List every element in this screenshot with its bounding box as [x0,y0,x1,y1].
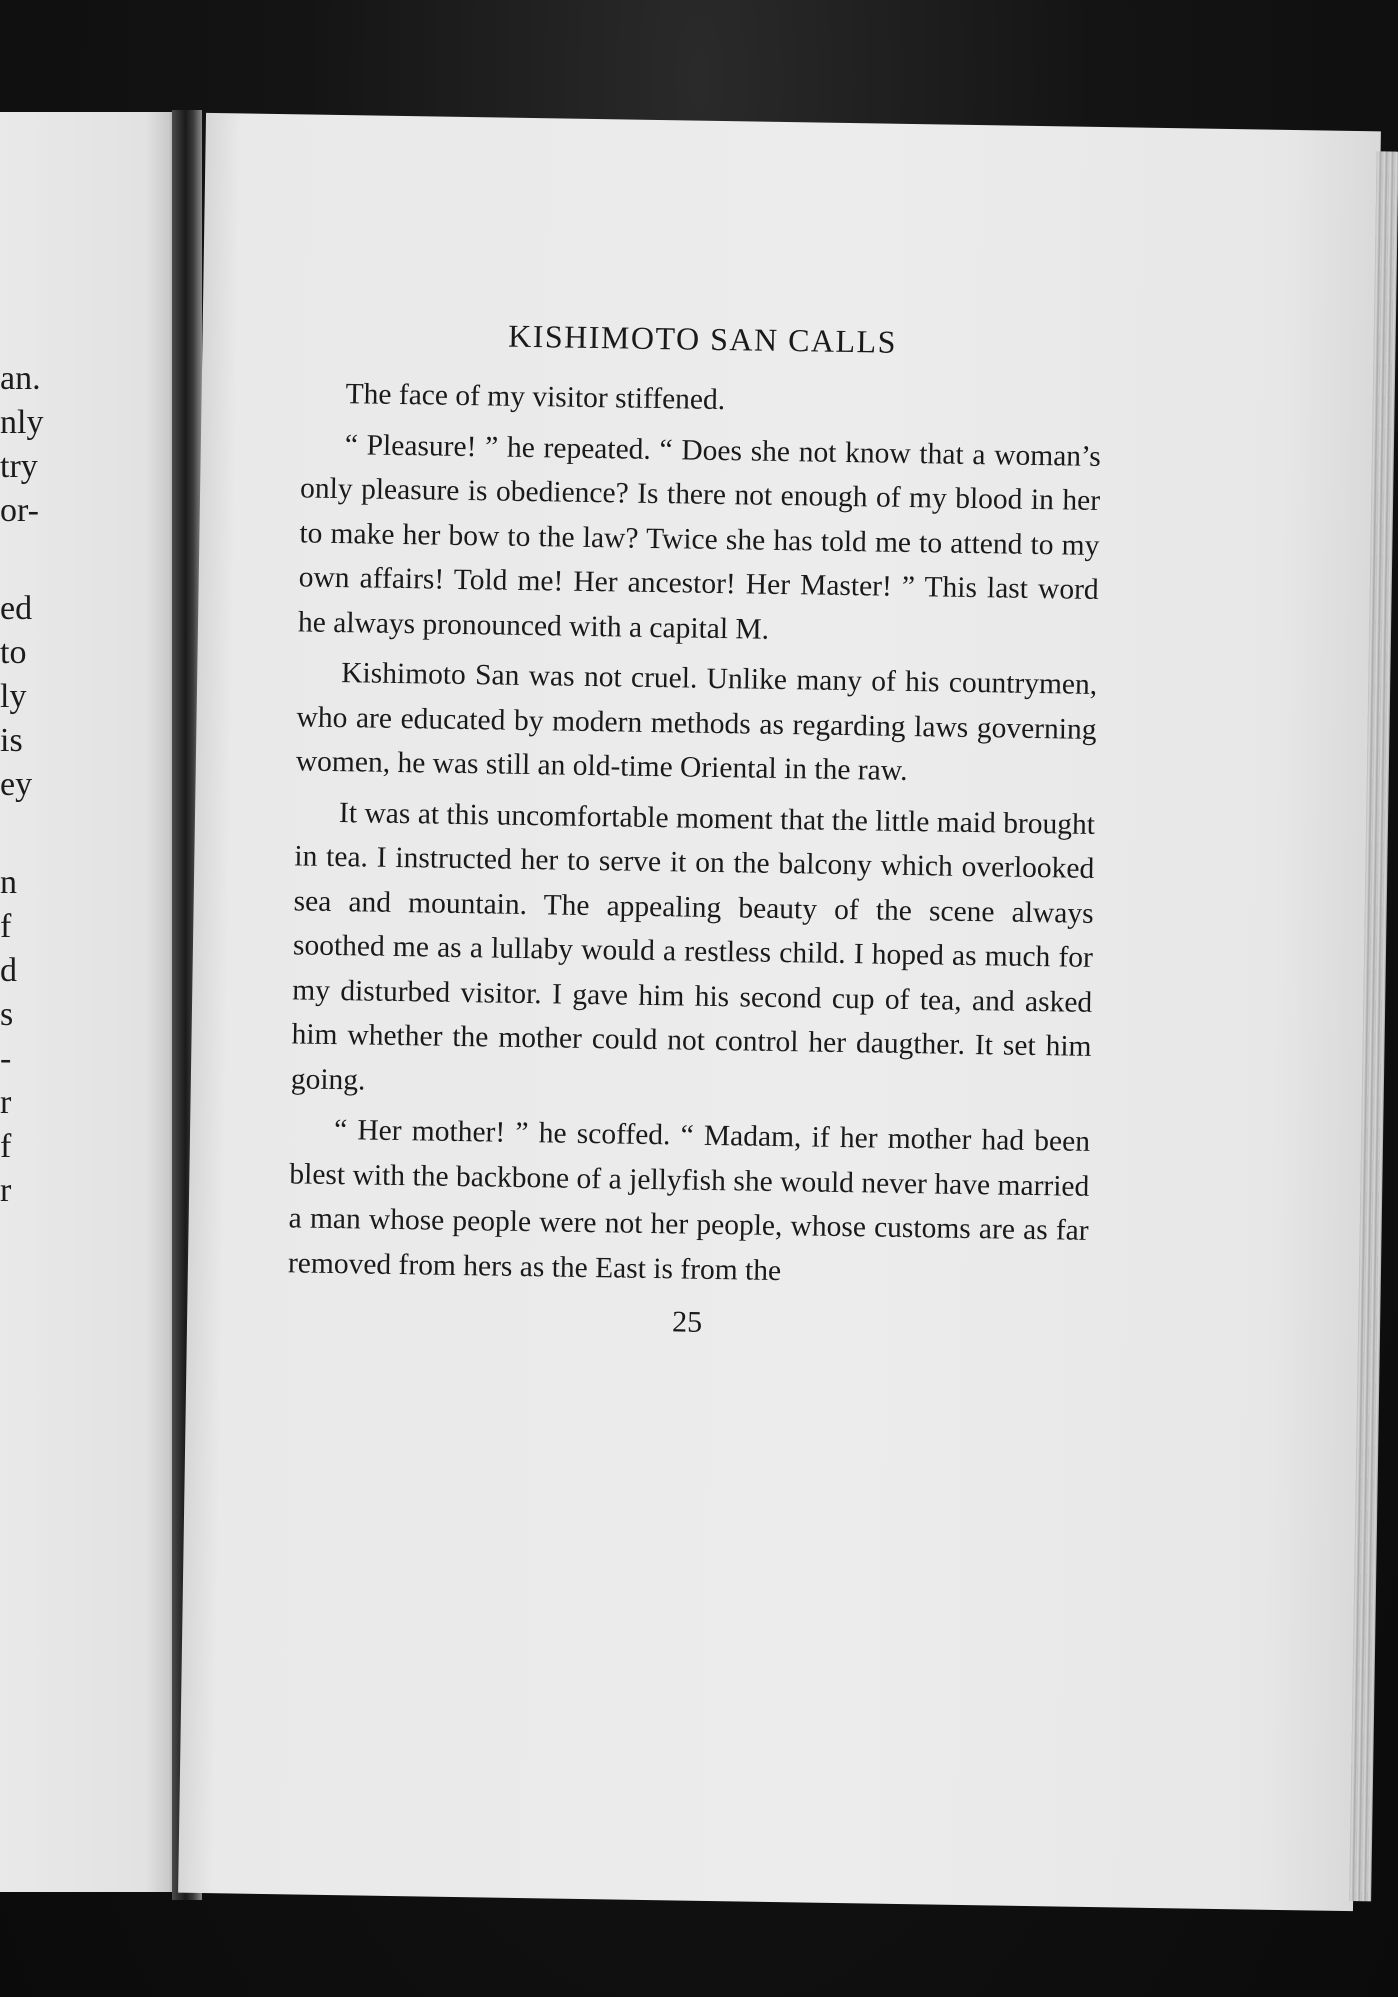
left-fragment: try [0,448,38,485]
left-page-text [0,112,182,1892]
left-fragment: d [0,952,17,989]
left-fragment: r [0,1172,12,1209]
left-fragment: ly [0,678,27,715]
paragraph: The face of my visitor stiffened. [345,378,726,417]
left-fragment: is [0,722,23,759]
left-fragment: or- [0,492,39,529]
left-fragment: to [0,634,27,671]
page-content [287,314,1103,1345]
left-fragment: - [0,1040,12,1077]
left-fragment: n [0,864,17,901]
left-fragment: f [0,1128,12,1165]
page-number: 25 [671,1305,703,1339]
left-fragment: s [0,996,14,1033]
paragraph: It was at this uncomfortable moment that the little maid brought in tea. I instructed her to serve it on the balcony which overlooked sea and mountain. The appealing beauty of the scene always soothed me as a lullaby would a restless child. I hoped as much for my disturbed visitor. I gave him his second cup of tea, and asked him whether the mother could not control her daugther. It set him going. [290,796,1096,1097]
paragraph: Kishimoto San was not cruel. Unlike many of his countrymen, who are educated by modern methods as regarding laws governing women, he was still an old-time Oriental in the raw. [295,657,1098,787]
book-page [178,113,1381,1911]
paragraph: “ Her mother! ” he scoffed. “ Madam, if her mother had been blest with the backbone of a jellyfish she would never have married a man whose people were not her people, whose customs are as far removed from hers as the East is from the [287,1114,1091,1287]
paragraph: “ Pleasure! ” he repeated. “ Does she not know that a woman’s only pleasure is obedience? Is there not enough of my blood in her to make her bow to the law? Twice she has told me to attend to my own affairs! Told me! Her ancestor! Her Master! ” This last word he always pronounced with a capital M. [297,428,1102,646]
left-page [0,112,182,1892]
running-head: KISHIMOTO SAN CALLS [507,317,898,360]
left-fragment: r [0,1084,12,1121]
left-fragment: f [0,908,12,945]
left-fragment: nly [0,404,44,441]
left-fragment: ed [0,590,33,627]
left-fragment: ey [0,766,33,803]
left-fragment: an. [0,360,41,397]
